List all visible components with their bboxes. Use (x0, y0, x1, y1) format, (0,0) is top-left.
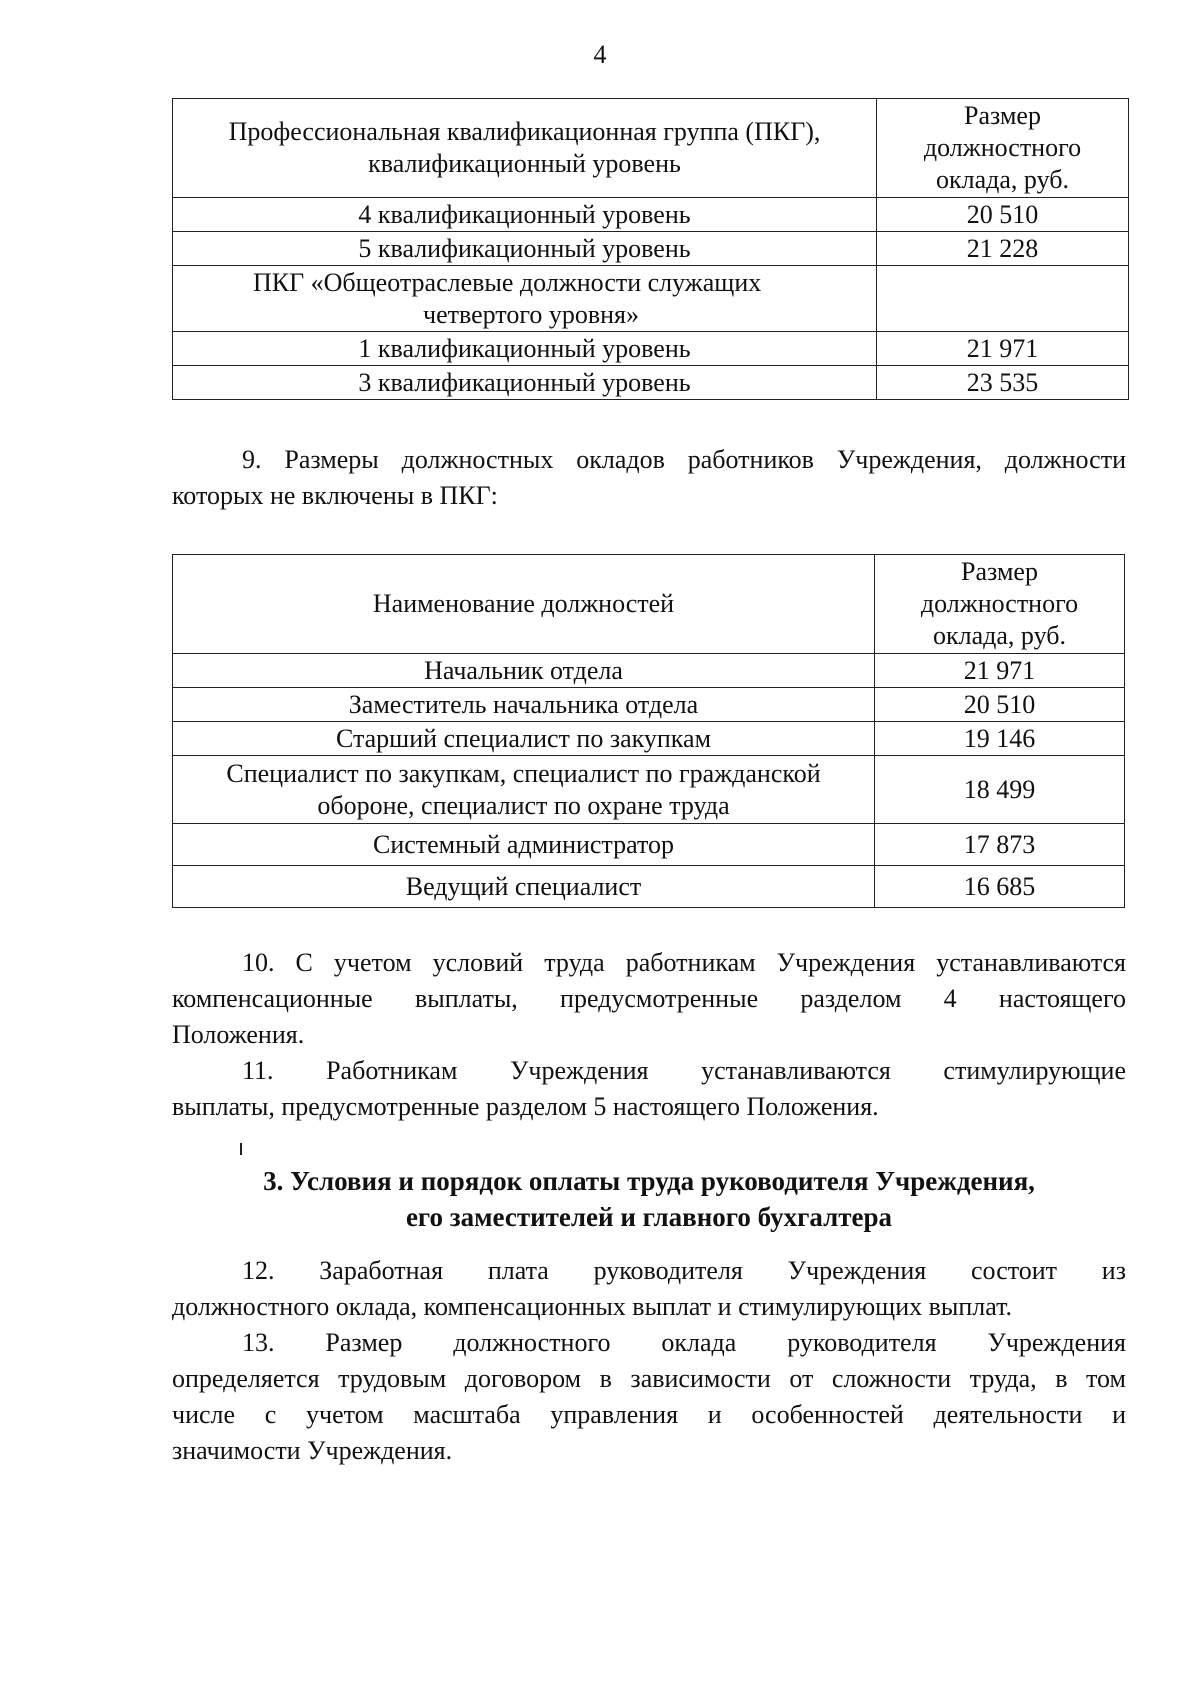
paragraph-10 (172, 945, 1126, 981)
paragraph-line: компенсационные выплаты, предусмотренные разделом 4 настоящего (172, 984, 1126, 1013)
table-row (173, 722, 1125, 756)
paragraph-9 (172, 442, 1126, 478)
cell-salary: 19 146 (875, 722, 1125, 756)
cell-group-name (173, 266, 877, 332)
table-header-row (173, 555, 1125, 654)
paragraph-line: которых не включены в ПКГ: (172, 481, 498, 510)
section-heading-line: 3. Условия и порядок оплаты труда руководителя Учреждения, (263, 1166, 1035, 1196)
cell-salary: 20 510 (877, 198, 1129, 232)
cell-salary: 23 535 (877, 366, 1129, 400)
paragraph-12-cont (172, 1289, 1126, 1325)
paragraph-10-end (172, 1017, 1126, 1053)
paragraph-13-cont (172, 1361, 1126, 1397)
cell-salary: 21 971 (877, 332, 1129, 366)
table-row (173, 756, 1125, 824)
paragraph-line: значимости Учреждения. (172, 1436, 453, 1465)
position-name-line: обороне, специалист по охране труда (317, 790, 730, 820)
paragraph-line: определяется трудовым договором в зависимости от сложности труда, в том (172, 1364, 1126, 1393)
table-row (173, 198, 1129, 232)
paragraph-line: 10. С учетом условий труда работникам Учреждения устанавливаются (242, 948, 1126, 977)
header-text-line: Профессиональная квалификационная группа (ПКГ), (228, 117, 821, 146)
paragraph-11 (172, 1053, 1126, 1089)
cell-salary: 16 685 (875, 866, 1125, 908)
paragraph-12 (172, 1253, 1126, 1289)
table-header-row (173, 99, 1129, 198)
salary-table-pkg (172, 98, 1129, 400)
section-heading (172, 1163, 1126, 1235)
paragraph-10-cont (172, 981, 1126, 1017)
table-row (173, 232, 1129, 266)
cell-position-name: Начальник отдела (173, 654, 875, 688)
cell-level-name: 4 квалификационный уровень (173, 198, 877, 232)
cell-salary: 21 228 (877, 232, 1129, 266)
table-row-group-heading (173, 266, 1129, 332)
cell-position-name: Ведущий специалист (173, 866, 875, 908)
header-salary (875, 555, 1125, 654)
header-text-line: квалификационный уровень (368, 149, 681, 178)
cell-salary: 18 499 (875, 756, 1125, 824)
cell-level-name: 3 квалификационный уровень (173, 366, 877, 400)
header-text-line: должностного (923, 133, 1082, 162)
header-text-line: оклада, руб. (936, 165, 1069, 194)
cell-salary: 20 510 (875, 688, 1125, 722)
cell-salary: 17 873 (875, 824, 1125, 866)
page-number: 4 (593, 40, 607, 69)
paragraph-line: должностного оклада, компенсационных выплат и стимулирующих выплат. (172, 1292, 1013, 1321)
header-text-line: Размер (961, 557, 1038, 586)
cell-position-name: Старший специалист по закупкам (173, 722, 875, 756)
salary-table-non-pkg (172, 554, 1125, 908)
header-text-line: Размер (964, 101, 1041, 130)
cell-level-name: 5 квалификационный уровень (173, 232, 877, 266)
header-position-group (173, 99, 877, 198)
table-row (173, 654, 1125, 688)
cell-position-name: Заместитель начальника отдела (173, 688, 875, 722)
position-name-line: Специалист по закупкам, специалист по гражданской (226, 758, 821, 788)
cell-position-name (173, 756, 875, 824)
cell-salary: 21 971 (875, 654, 1125, 688)
paragraph-line: 12. Заработная плата руководителя Учреждения состоит из (242, 1256, 1126, 1285)
table-row (173, 866, 1125, 908)
table-row (173, 824, 1125, 866)
paragraph-line: 13. Размер должностного оклада руководителя Учреждения (242, 1328, 1126, 1357)
paragraph-13-end (172, 1433, 1126, 1469)
paragraph-line: Положения. (172, 1020, 305, 1049)
group-name-line: ПКГ «Общеотраслевые должности служащих (253, 267, 762, 297)
paragraph-line: выплаты, предусмотренные разделом 5 настоящего Положения. (172, 1092, 879, 1121)
paragraph-13 (172, 1325, 1126, 1361)
paragraph-line: 11. Работникам Учреждения устанавливаются стимулирующие (242, 1056, 1126, 1085)
cell-level-name: 1 квалификационный уровень (173, 332, 877, 366)
table-row (173, 332, 1129, 366)
table-row (173, 366, 1129, 400)
paragraph-9-cont (172, 478, 1126, 514)
paragraph-11-cont (172, 1089, 1126, 1125)
table-row (173, 688, 1125, 722)
paragraph-line: числе с учетом масштаба управления и особенностей деятельности и (172, 1400, 1126, 1429)
section-heading-line: его заместителей и главного бухгалтера (405, 1202, 893, 1232)
header-text-line: оклада, руб. (933, 621, 1066, 650)
stray-mark (240, 1143, 242, 1155)
group-name-line: четвертого уровня» (423, 299, 639, 329)
header-position-name: Наименование должностей (173, 555, 875, 654)
header-text-line: должностного (920, 589, 1079, 618)
paragraph-13-cont (172, 1397, 1126, 1433)
header-salary (877, 99, 1129, 198)
cell-salary (877, 266, 1129, 332)
cell-position-name: Системный администратор (173, 824, 875, 866)
paragraph-line: 9. Размеры должностных окладов работников Учреждения, должности (242, 445, 1126, 474)
